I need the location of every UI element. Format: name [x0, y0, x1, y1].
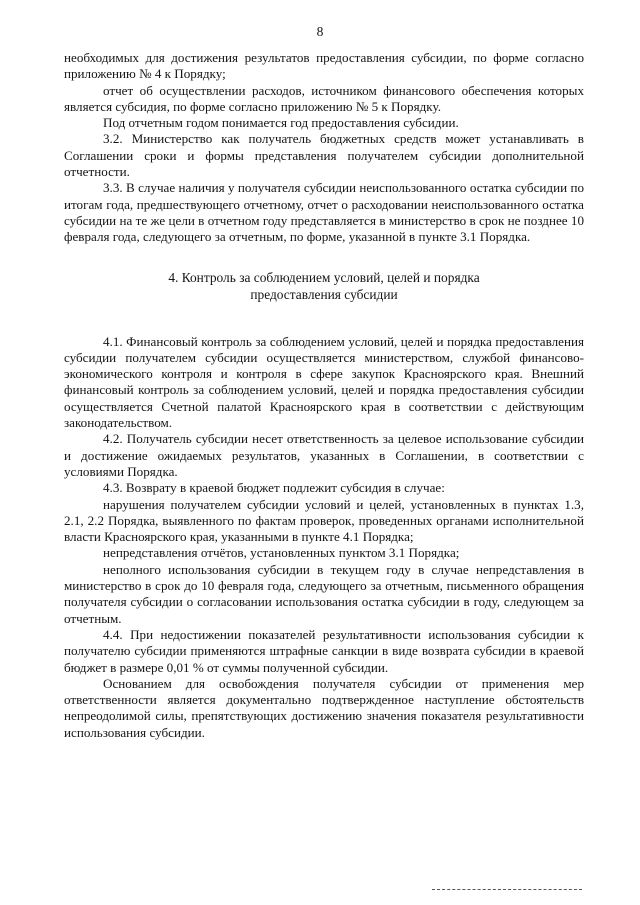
paragraph-3-2: 3.2. Министерство как получатель бюджетных средств может устанавливать в Соглашении сроки и формы представления получателем субсидии дополнительной отчетности.	[64, 131, 584, 180]
section-heading	[64, 269, 584, 303]
paragraph-reporting-year: Под отчетным годом понимается год предоставления субсидии.	[103, 115, 459, 131]
section-heading-line2: предоставления субсидии	[250, 286, 398, 302]
page-number: 8	[316, 24, 324, 39]
paragraph-report-expenses: отчет об осуществлении расходов, источником финансового обеспечения которых является субсидия, по форме согласно приложению № 5 к Порядку.	[64, 82, 584, 114]
paragraph-4-2: 4.2. Получатель субсидии несет ответственность за целевое использование субсидии и достижение ожидаемых результатов, указанных в Соглашении, в соответствии с условиями Порядка.	[64, 431, 584, 479]
footer-rule	[432, 889, 582, 890]
paragraph-4-3-incomplete-use: неполного использования субсидии в текущем году в случае непредставления в министерство в срок до 10 февраля года, следующего за отчетным, письменного обращения получателя субсидии о согласовании использования остатка субсидии в году, следующем за отчетным.	[64, 561, 584, 626]
paragraph-4-1: 4.1. Финансовый контроль за соблюдением условий, целей и порядка предоставления субсидии получателем субсидии осуществляется министерством, службой финансово-экономического контроля и контроля в сфере закупок Красноярского края. Внешний финансовый контроль за соблюдением условий, целей и порядка предоставления субсидии осуществляется Счетной палатой Красноярского края в соответствии с действующим законодательством.	[64, 333, 584, 431]
paragraph-4-3: 4.3. Возврату в краевой бюджет подлежит субсидия в случае:	[103, 480, 445, 496]
paragraph-continuation: необходимых для достижения результатов предоставления субсидии, по форме согласно приложению № 4 к Порядку;	[64, 50, 584, 82]
paragraph-4-3-no-reports: непредставления отчётов, установленных пунктом 3.1 Порядка;	[103, 545, 460, 561]
paragraph-3-3: 3.3. В случае наличия у получателя субсидии неиспользованного остатка субсидии по итогам года, предшествующего отчетному, отчет о расходовании неиспользованного остатка субсидии на те же цели в отчетном году представляется в министерство в срок не позднее 10 февраля года, следующего за отчетным, по форме, указанной в пункте 3.1 Порядка.	[64, 180, 584, 245]
paragraph-4-3-violation: нарушения получателем субсидии условий и целей, установленных в пунктах 1.3, 2.1, 2.2 Порядка, выявленного по фактам проверок, проведенных органами исполнительной власти Красноярского края, указанными в пункте 4.1 Порядка;	[64, 496, 584, 545]
paragraph-4-4: 4.4. При недостижении показателей результативности использования субсидии к получателю субсидии применяются штрафные санкции в виде возврата субсидии в краевой бюджет в размере 0,01 % от суммы полученной субсидии.	[64, 626, 584, 675]
document-body	[64, 50, 584, 741]
section-heading-line1: 4. Контроль за соблюдением условий, целей и порядка	[168, 269, 480, 285]
paragraph-exemption: Основанием для освобождения получателя субсидии от применения мер ответственности является документально подтвержденное наступление обстоятельств непреодолимой силы, препятствующих достижению значения показателя результативности использования субсидии.	[64, 675, 584, 740]
